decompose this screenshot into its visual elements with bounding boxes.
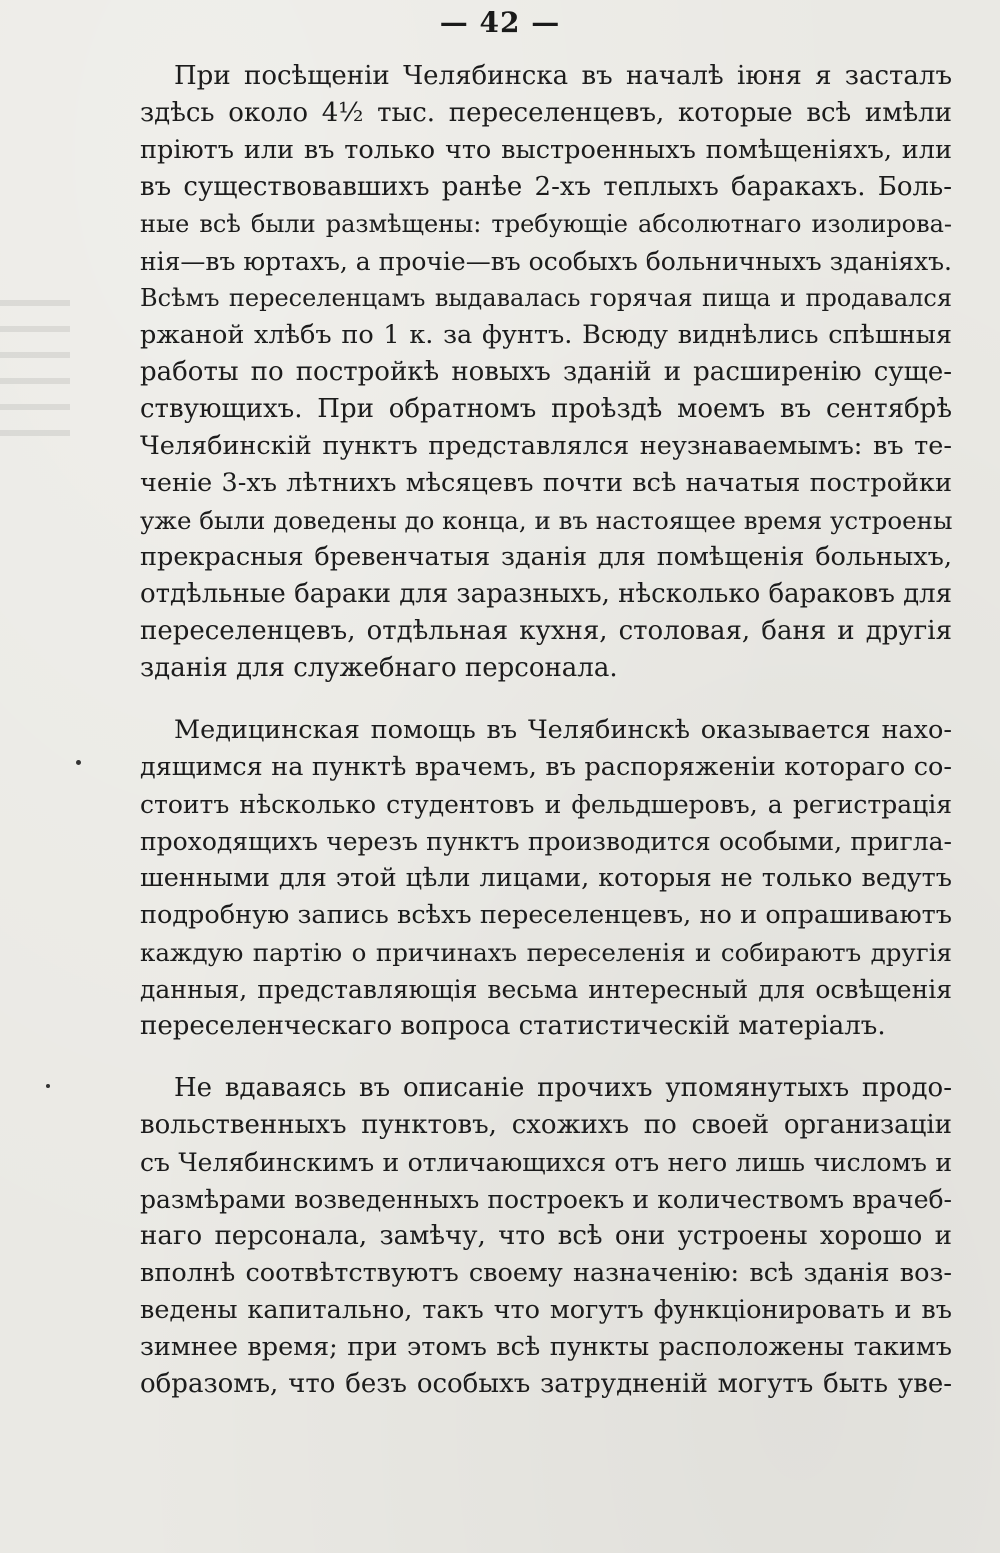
text-line: отдѣльные бараки для заразныхъ, нѣсколько бараковъ для xyxy=(140,579,952,609)
text-line: вполнѣ соотвѣтствуютъ своему назначенію: всѣ зданія воз- xyxy=(140,1258,952,1288)
body-text xyxy=(140,58,952,1403)
text-line: каждую партію о причинахъ переселенія и собираютъ другія xyxy=(140,938,952,967)
text-line: ченіе 3-хъ лѣтнихъ мѣсяцевъ почти всѣ начатыя постройки xyxy=(140,468,952,498)
text-line: Не вдаваясь въ описаніе прочихъ упомянутыхъ продо- xyxy=(174,1073,952,1103)
text-line: шенными для этой цѣли лицами, которыя не только ведутъ xyxy=(140,863,952,893)
text-line: переселенческаго вопроса статистическій матеріалъ. xyxy=(140,1011,886,1041)
margin-bleed-through xyxy=(0,300,70,440)
text-line: стоитъ нѣсколько студентовъ и фельдшеровъ, а регистрація xyxy=(140,790,952,819)
margin-speck xyxy=(76,760,81,765)
margin-speck xyxy=(46,1084,50,1088)
text-line: ведены капитально, такъ что могутъ функціонировать и въ xyxy=(140,1295,952,1325)
text-line: прекрасныя бревенчатыя зданія для помѣщенія больныхъ, xyxy=(140,542,952,572)
text-line: дящимся на пунктѣ врачемъ, въ распоряженіи котораго со- xyxy=(140,752,952,782)
text-line: подробную запись всѣхъ переселенцевъ, но и опрашиваютъ xyxy=(140,900,952,930)
text-line: Всѣмъ переселенцамъ выдавалась горячая пища и продавался xyxy=(140,284,952,312)
text-line: ные всѣ были размѣщены: требующіе абсолютнаго изолирова- xyxy=(140,210,952,238)
text-line: здѣсь около 4½ тыс. переселенцевъ, которые всѣ имѣли xyxy=(140,98,952,128)
text-line: ствующихъ. При обратномъ проѣздѣ моемъ въ сентябрѣ xyxy=(140,394,952,424)
paragraph-1 xyxy=(140,58,952,687)
paragraph-2 xyxy=(140,712,952,1045)
text-line: размѣрами возведенныхъ построекъ и количествомъ врачеб- xyxy=(140,1185,952,1214)
text-line: При посѣщеніи Челябинска въ началѣ іюня я засталъ xyxy=(174,61,952,91)
page-number: — 42 — xyxy=(439,6,561,39)
text-line: пріютъ или въ только что выстроенныхъ помѣщеніяхъ, или xyxy=(140,135,952,165)
text-line: проходящихъ черезъ пунктъ производится особыми, пригла- xyxy=(140,827,952,856)
paragraph-3 xyxy=(140,1070,952,1403)
text-line: вольственныхъ пунктовъ, схожихъ по своей организаціи xyxy=(140,1110,952,1140)
text-line: уже были доведены до конца, и въ настоящее время устроены xyxy=(140,506,952,535)
text-line: работы по постройкѣ новыхъ зданій и расширенію суще- xyxy=(140,357,952,387)
text-line: Челябинскій пунктъ представлялся неузнаваемымъ: въ те- xyxy=(140,431,952,461)
text-line: зданія для служебнаго персонала. xyxy=(140,653,618,683)
text-line: наго персонала, замѣчу, что всѣ они устроены хорошо и xyxy=(140,1221,952,1251)
paragraph-gap xyxy=(140,687,952,712)
text-line: переселенцевъ, отдѣльная кухня, столовая, баня и другія xyxy=(140,616,952,646)
paragraph-gap xyxy=(140,1045,952,1070)
text-line: образомъ, что безъ особыхъ затрудненій могутъ быть уве- xyxy=(140,1369,952,1399)
text-line: ржаной хлѣбъ по 1 к. за фунтъ. Всюду виднѣлись спѣшныя xyxy=(140,320,952,350)
text-line: нія—въ юртахъ, а прочіе—въ особыхъ больничныхъ зданіяхъ. xyxy=(140,247,952,276)
text-line: данныя, представляющія весьма интересный для освѣщенія xyxy=(140,975,952,1004)
text-line: зимнее время; при этомъ всѣ пункты расположены такимъ xyxy=(140,1332,952,1362)
text-line: въ существовавшихъ ранѣе 2-хъ теплыхъ баракахъ. Боль- xyxy=(140,172,952,202)
text-line: Медицинская помощь въ Челябинскѣ оказывается нахо- xyxy=(174,715,952,745)
text-line: съ Челябинскимъ и отличающихся отъ него лишь числомъ и xyxy=(140,1148,952,1177)
